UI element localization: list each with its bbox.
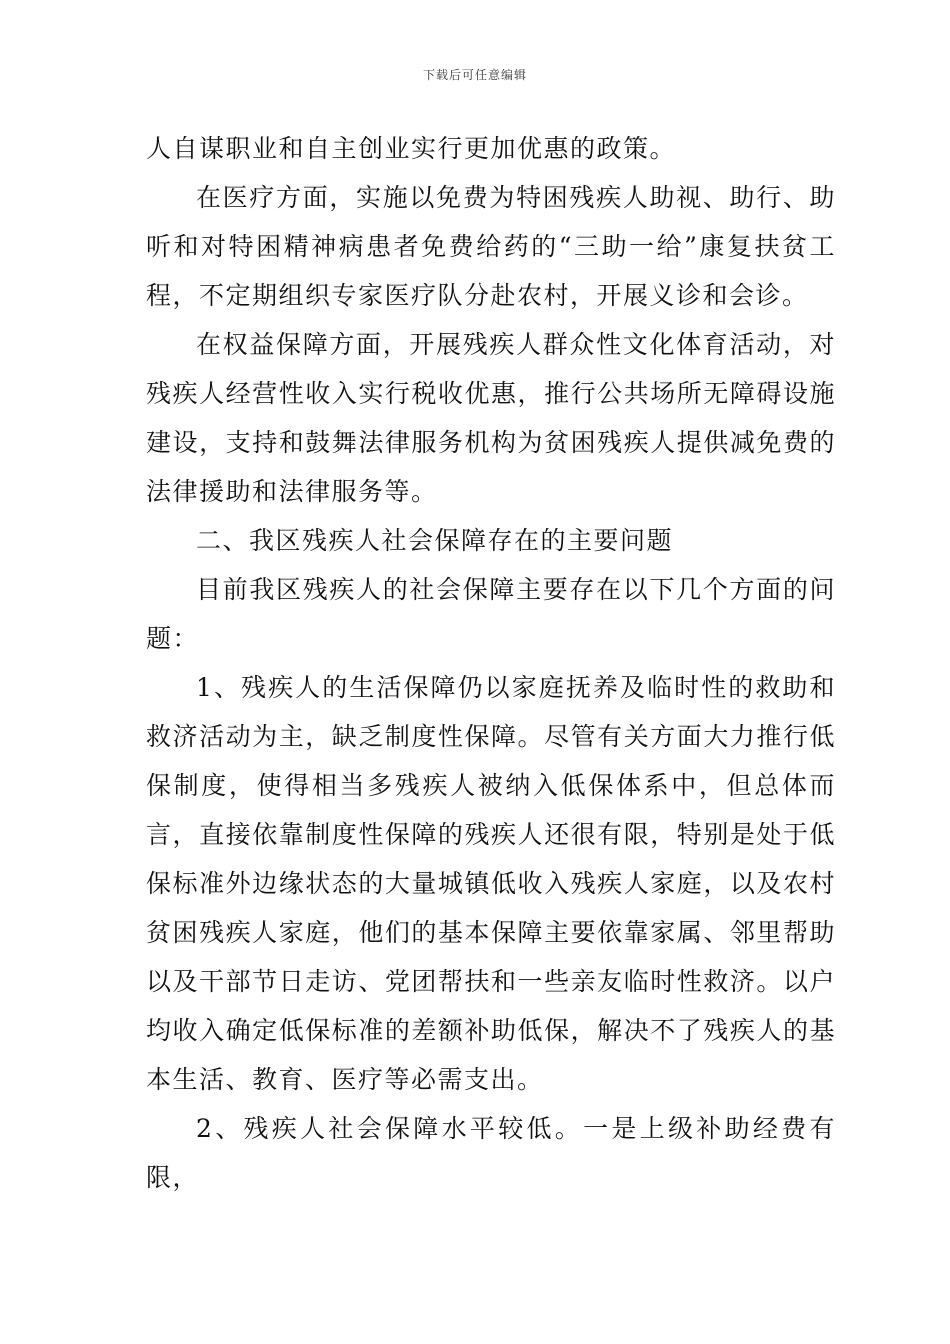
list-item: 1、残疾人的生活保障仍以家庭抚养及临时性的救助和救济活动为主，缺乏制度性保障。尽管有关方面大力推行低保制度，使得相当多残疾人被纳入低保体系中，但总体而言，直接依靠制度性保障的残疾人还很有限，特别是处于低保标准外边缘状态的大量城镇低收入残疾人家庭，以及农村贫困残疾人家庭，他们的基本保障主要依靠家属、邻里帮助以及干部节日走访、党团帮扶和一些亲友临时性救济。以户均收入确定低保标准的差额补助低保，解决不了残疾人的基本生活、教育、医疗等必需支出。 — [146, 673, 836, 1094]
paragraph: 目前我区残疾人的社会保障主要存在以下几个方面的问题： — [146, 575, 836, 653]
paragraph: 在权益保障方面，开展残疾人群众性文化体育活动，对残疾人经营性收入实行税收优惠，推行公共场所无障碍设施建设，支持和鼓舞法律服务机构为贫困残疾人提供减免费的法律援助和法律服务等。 — [146, 330, 836, 506]
document-body — [146, 124, 836, 1202]
paragraph: 人自谋职业和自主创业实行更加优惠的政策。 — [146, 134, 677, 163]
list-item: 2、残疾人社会保障水平较低。一是上级补助经费有限， — [146, 1114, 836, 1192]
section-heading: 二、我区残疾人社会保障存在的主要问题 — [196, 526, 674, 555]
page-header: 下载后可任意编辑 — [422, 68, 527, 82]
paragraph: 在医疗方面，实施以免费为特困残疾人助视、助行、助听和对特困精神病患者免费给药的“三助一给”康复扶贫工程，不定期组织专家医疗队分赴农村，开展义诊和会诊。 — [146, 183, 836, 310]
